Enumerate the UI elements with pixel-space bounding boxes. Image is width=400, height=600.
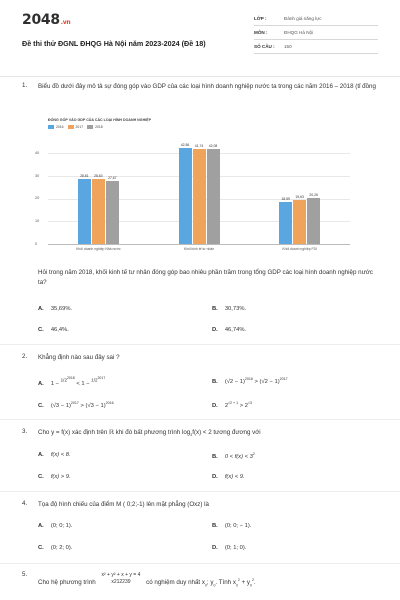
option-c[interactable] bbox=[38, 327, 69, 333]
option-c[interactable] bbox=[38, 545, 72, 551]
subscript: 0 bbox=[213, 583, 216, 588]
fraction-num: 1 bbox=[60, 377, 64, 383]
question-text: Tọa độ hình chiếu của điểm M ( 0;2;-1) lên mặt phẳng (Oxz) là bbox=[38, 501, 209, 508]
legend-label: 2017 bbox=[75, 125, 84, 129]
logo-suffix: .vn bbox=[60, 19, 71, 26]
question-text: Cho hệ phương trình x² + y² + x + y = 4 x212239 có nghiệm duy nhất $x_0$; $y_0$. Tính $x_0^2 + y_0^2$. bbox=[38, 572, 256, 588]
option-letter: A. bbox=[38, 380, 44, 387]
math-part: log bbox=[181, 429, 191, 436]
chart-legend bbox=[48, 125, 103, 129]
data-label: 28,81 bbox=[80, 173, 89, 178]
option-text: 46,74%. bbox=[224, 327, 247, 333]
legend-item bbox=[87, 125, 103, 129]
exponent: 2 bbox=[251, 578, 254, 582]
x-category-label: Khối doanh nghiệp FDI bbox=[282, 247, 317, 251]
legend-label: 2016 bbox=[56, 125, 64, 129]
option-text: 0 < f(x) < 3 bbox=[224, 453, 253, 460]
text-part: có nghiệm duy nhất x bbox=[146, 579, 205, 587]
question-text bbox=[38, 428, 376, 440]
exponent: 2017 bbox=[97, 376, 106, 380]
question-1-prompt bbox=[22, 268, 382, 338]
data-label: 20,26 bbox=[309, 193, 318, 198]
option-letter: D. bbox=[212, 474, 218, 480]
math-part: > (√3 − 1) bbox=[78, 402, 106, 409]
meta-row-class bbox=[254, 12, 378, 26]
question-3 bbox=[22, 428, 382, 448]
x-category-label: Khối kinh tế tư nhân bbox=[183, 247, 215, 251]
option-letter: C. bbox=[38, 474, 44, 480]
option-letter: B. bbox=[212, 378, 218, 385]
exponent: 2 bbox=[252, 452, 255, 456]
math-part: 2 bbox=[224, 402, 229, 409]
legend-item bbox=[48, 125, 64, 129]
math-expression bbox=[50, 376, 106, 387]
meta-row-count bbox=[254, 40, 378, 54]
bar-2016 bbox=[179, 148, 192, 244]
math-part: (√3 − 1) bbox=[50, 402, 71, 409]
subscript: 0 bbox=[204, 583, 207, 588]
option-d[interactable] bbox=[212, 401, 252, 409]
fraction-num: 1 bbox=[91, 377, 94, 383]
option-text: (0; 0; 1). bbox=[50, 523, 73, 529]
exponent: 2017 bbox=[70, 401, 79, 405]
question-text: Khẳng định nào sau đây sai ? bbox=[38, 354, 120, 361]
legend-swatch bbox=[87, 125, 93, 129]
legend-item bbox=[68, 125, 84, 129]
gdp-bar-chart bbox=[32, 118, 354, 256]
text-part: . Tính x bbox=[215, 579, 236, 587]
bar-2018 bbox=[106, 181, 119, 244]
option-text: f(x) < 8. bbox=[50, 452, 71, 458]
text-part: Cho hệ phương trình bbox=[38, 579, 96, 587]
exponent: √3 bbox=[247, 401, 252, 405]
option-letter: C. bbox=[38, 327, 44, 333]
meta-key: SỐ CÂU : bbox=[254, 44, 275, 49]
question-divider bbox=[0, 419, 400, 420]
math-fraction: $1/2^{2018}$ bbox=[60, 376, 75, 383]
math-part: < 1 − bbox=[74, 380, 92, 387]
meta-key: LỚP : bbox=[254, 16, 267, 21]
option-letter: D. bbox=[212, 327, 218, 333]
chart-title: ĐÓNG GÓP VÀO GDP CỦA CÁC LOẠI HÌNH DOANH NGHIỆP bbox=[48, 118, 151, 122]
option-b[interactable] bbox=[212, 306, 246, 312]
option-a[interactable] bbox=[38, 452, 71, 458]
option-text: 35,69%. bbox=[50, 306, 73, 312]
option-letter: B. bbox=[212, 306, 218, 312]
option-c[interactable] bbox=[38, 474, 71, 480]
question-divider bbox=[0, 563, 400, 564]
math-part: > 2 bbox=[238, 402, 248, 409]
x-axis-line bbox=[48, 244, 350, 245]
math-fraction: $1/2^{2017}$ bbox=[91, 376, 106, 383]
y-tick-label: 0 bbox=[35, 241, 38, 246]
exponent: 2 bbox=[237, 578, 240, 582]
question-text: Hỏi trong năm 2018, khối kinh tế tư nhân đóng góp bao nhiêu phần trăm trong tổng GDP các loại hình doanh nghiệp nước ta? bbox=[38, 269, 373, 286]
document-header bbox=[22, 12, 378, 70]
data-label: 27,67 bbox=[108, 176, 117, 181]
exponent: 2016 bbox=[244, 377, 253, 381]
question-number: 1. bbox=[22, 82, 28, 89]
legend-swatch bbox=[68, 125, 74, 129]
question-divider bbox=[0, 491, 400, 492]
data-label: 42,56 bbox=[180, 142, 190, 147]
question-number: 2. bbox=[22, 353, 28, 360]
option-letter: B. bbox=[212, 453, 218, 460]
fraction-den: 2 bbox=[94, 377, 98, 383]
option-b[interactable] bbox=[212, 377, 288, 385]
option-letter: A. bbox=[38, 306, 44, 312]
option-text: (0; 0; − 1). bbox=[224, 523, 252, 529]
text-part: f(x) < 2 tương đương với bbox=[192, 429, 261, 436]
exponent: √2 + 1 bbox=[228, 401, 239, 405]
logo-text: 2048 bbox=[22, 12, 60, 28]
y-tick-label: 40 bbox=[35, 150, 40, 155]
math-part: > (√2 − 1) bbox=[252, 378, 280, 385]
exponent: 2016 bbox=[105, 401, 114, 405]
question-number: 4. bbox=[22, 500, 28, 507]
option-text: (0; 1; 0). bbox=[224, 545, 247, 551]
y-tick-label: 20 bbox=[35, 196, 40, 201]
option-letter: B. bbox=[212, 523, 218, 529]
meta-value: ĐHQG Hà Nội bbox=[284, 30, 314, 35]
option-letter: D. bbox=[212, 545, 218, 551]
bar-2018 bbox=[207, 149, 220, 244]
question-number: 3. bbox=[22, 428, 28, 435]
option-a[interactable] bbox=[38, 306, 72, 312]
option-letter: D. bbox=[212, 402, 218, 409]
option-text: 46,4%. bbox=[50, 327, 69, 333]
bar-2017 bbox=[92, 179, 105, 244]
site-logo[interactable] bbox=[22, 12, 70, 28]
question-5 bbox=[22, 571, 382, 599]
question-2 bbox=[22, 353, 382, 373]
equation-system bbox=[101, 572, 140, 586]
question-number: 5. bbox=[22, 571, 28, 578]
option-c[interactable] bbox=[38, 401, 114, 409]
data-label: 41,74 bbox=[194, 144, 204, 149]
option-text: f(x) > 9. bbox=[50, 474, 71, 480]
option-a[interactable] bbox=[38, 523, 72, 529]
y-tick-label: 30 bbox=[35, 173, 40, 178]
question-text: Biểu đồ dưới đây mô tả sự đóng góp vào GDP của các loại hình doanh nghiệp nước ta trong các năm 2016 – 2018 (tỉ đồng bbox=[38, 83, 376, 90]
meta-key: MÔN : bbox=[254, 30, 268, 35]
math-part: 1 − bbox=[50, 380, 61, 387]
option-text: 30,73%. bbox=[224, 306, 247, 312]
data-label: 19,63 bbox=[295, 194, 304, 199]
option-letter: A. bbox=[38, 452, 44, 458]
bar-2016 bbox=[78, 179, 91, 244]
header-divider bbox=[0, 76, 400, 77]
option-letter: C. bbox=[38, 545, 44, 551]
option-d[interactable] bbox=[212, 545, 246, 551]
exponent: 2017 bbox=[279, 377, 288, 381]
meta-value: Đánh giá năng lực bbox=[284, 16, 322, 21]
option-b[interactable] bbox=[212, 452, 255, 460]
option-text: (0; 2; 0). bbox=[50, 545, 73, 551]
option-d[interactable] bbox=[212, 327, 246, 333]
subscript: 3 bbox=[190, 433, 193, 438]
math-part: (√2 − 1) bbox=[224, 378, 245, 385]
exam-title: Đề thi thử ĐGNL ĐHQG Hà Nội năm 2023-2024 (Đề 18) bbox=[22, 39, 206, 48]
x-category-label: Khối doanh nghiệp Nhà nước bbox=[76, 247, 121, 251]
legend-swatch bbox=[48, 125, 54, 129]
option-a[interactable] bbox=[38, 376, 105, 387]
option-letter: A. bbox=[38, 523, 44, 529]
question-divider bbox=[0, 344, 400, 345]
option-letter: C. bbox=[38, 402, 44, 409]
meta-row-subject bbox=[254, 26, 378, 40]
text-part: + y bbox=[239, 579, 250, 587]
exponent: 2018 bbox=[66, 376, 75, 380]
text-part: Cho y = f(x) xác định trên ℝ khi đó bất phương trình bbox=[38, 429, 182, 436]
legend-label: 2018 bbox=[95, 125, 103, 129]
subscript: 0 bbox=[235, 583, 238, 588]
equation-line: x² + y² + x + y = 4 bbox=[101, 572, 141, 579]
option-b[interactable] bbox=[212, 523, 251, 529]
exam-meta bbox=[254, 12, 378, 54]
option-text: f(x) < 9. bbox=[224, 474, 245, 480]
equation-line: x212239 bbox=[111, 579, 131, 586]
bar-2017 bbox=[293, 200, 306, 244]
bar-2016 bbox=[279, 202, 292, 244]
fraction-den: 2 bbox=[64, 377, 67, 383]
bar-2017 bbox=[193, 149, 206, 244]
text-part: ; y bbox=[206, 579, 214, 587]
question-4 bbox=[22, 500, 382, 520]
data-label: 18,59 bbox=[281, 196, 290, 201]
y-tick-label: 10 bbox=[35, 218, 40, 223]
data-label: 42,08 bbox=[208, 143, 218, 148]
meta-value: 150 bbox=[284, 44, 292, 49]
bar-2018 bbox=[307, 198, 320, 244]
option-d[interactable] bbox=[212, 474, 245, 480]
subscript: 0 bbox=[250, 583, 252, 588]
data-label: 28,63 bbox=[94, 174, 103, 179]
